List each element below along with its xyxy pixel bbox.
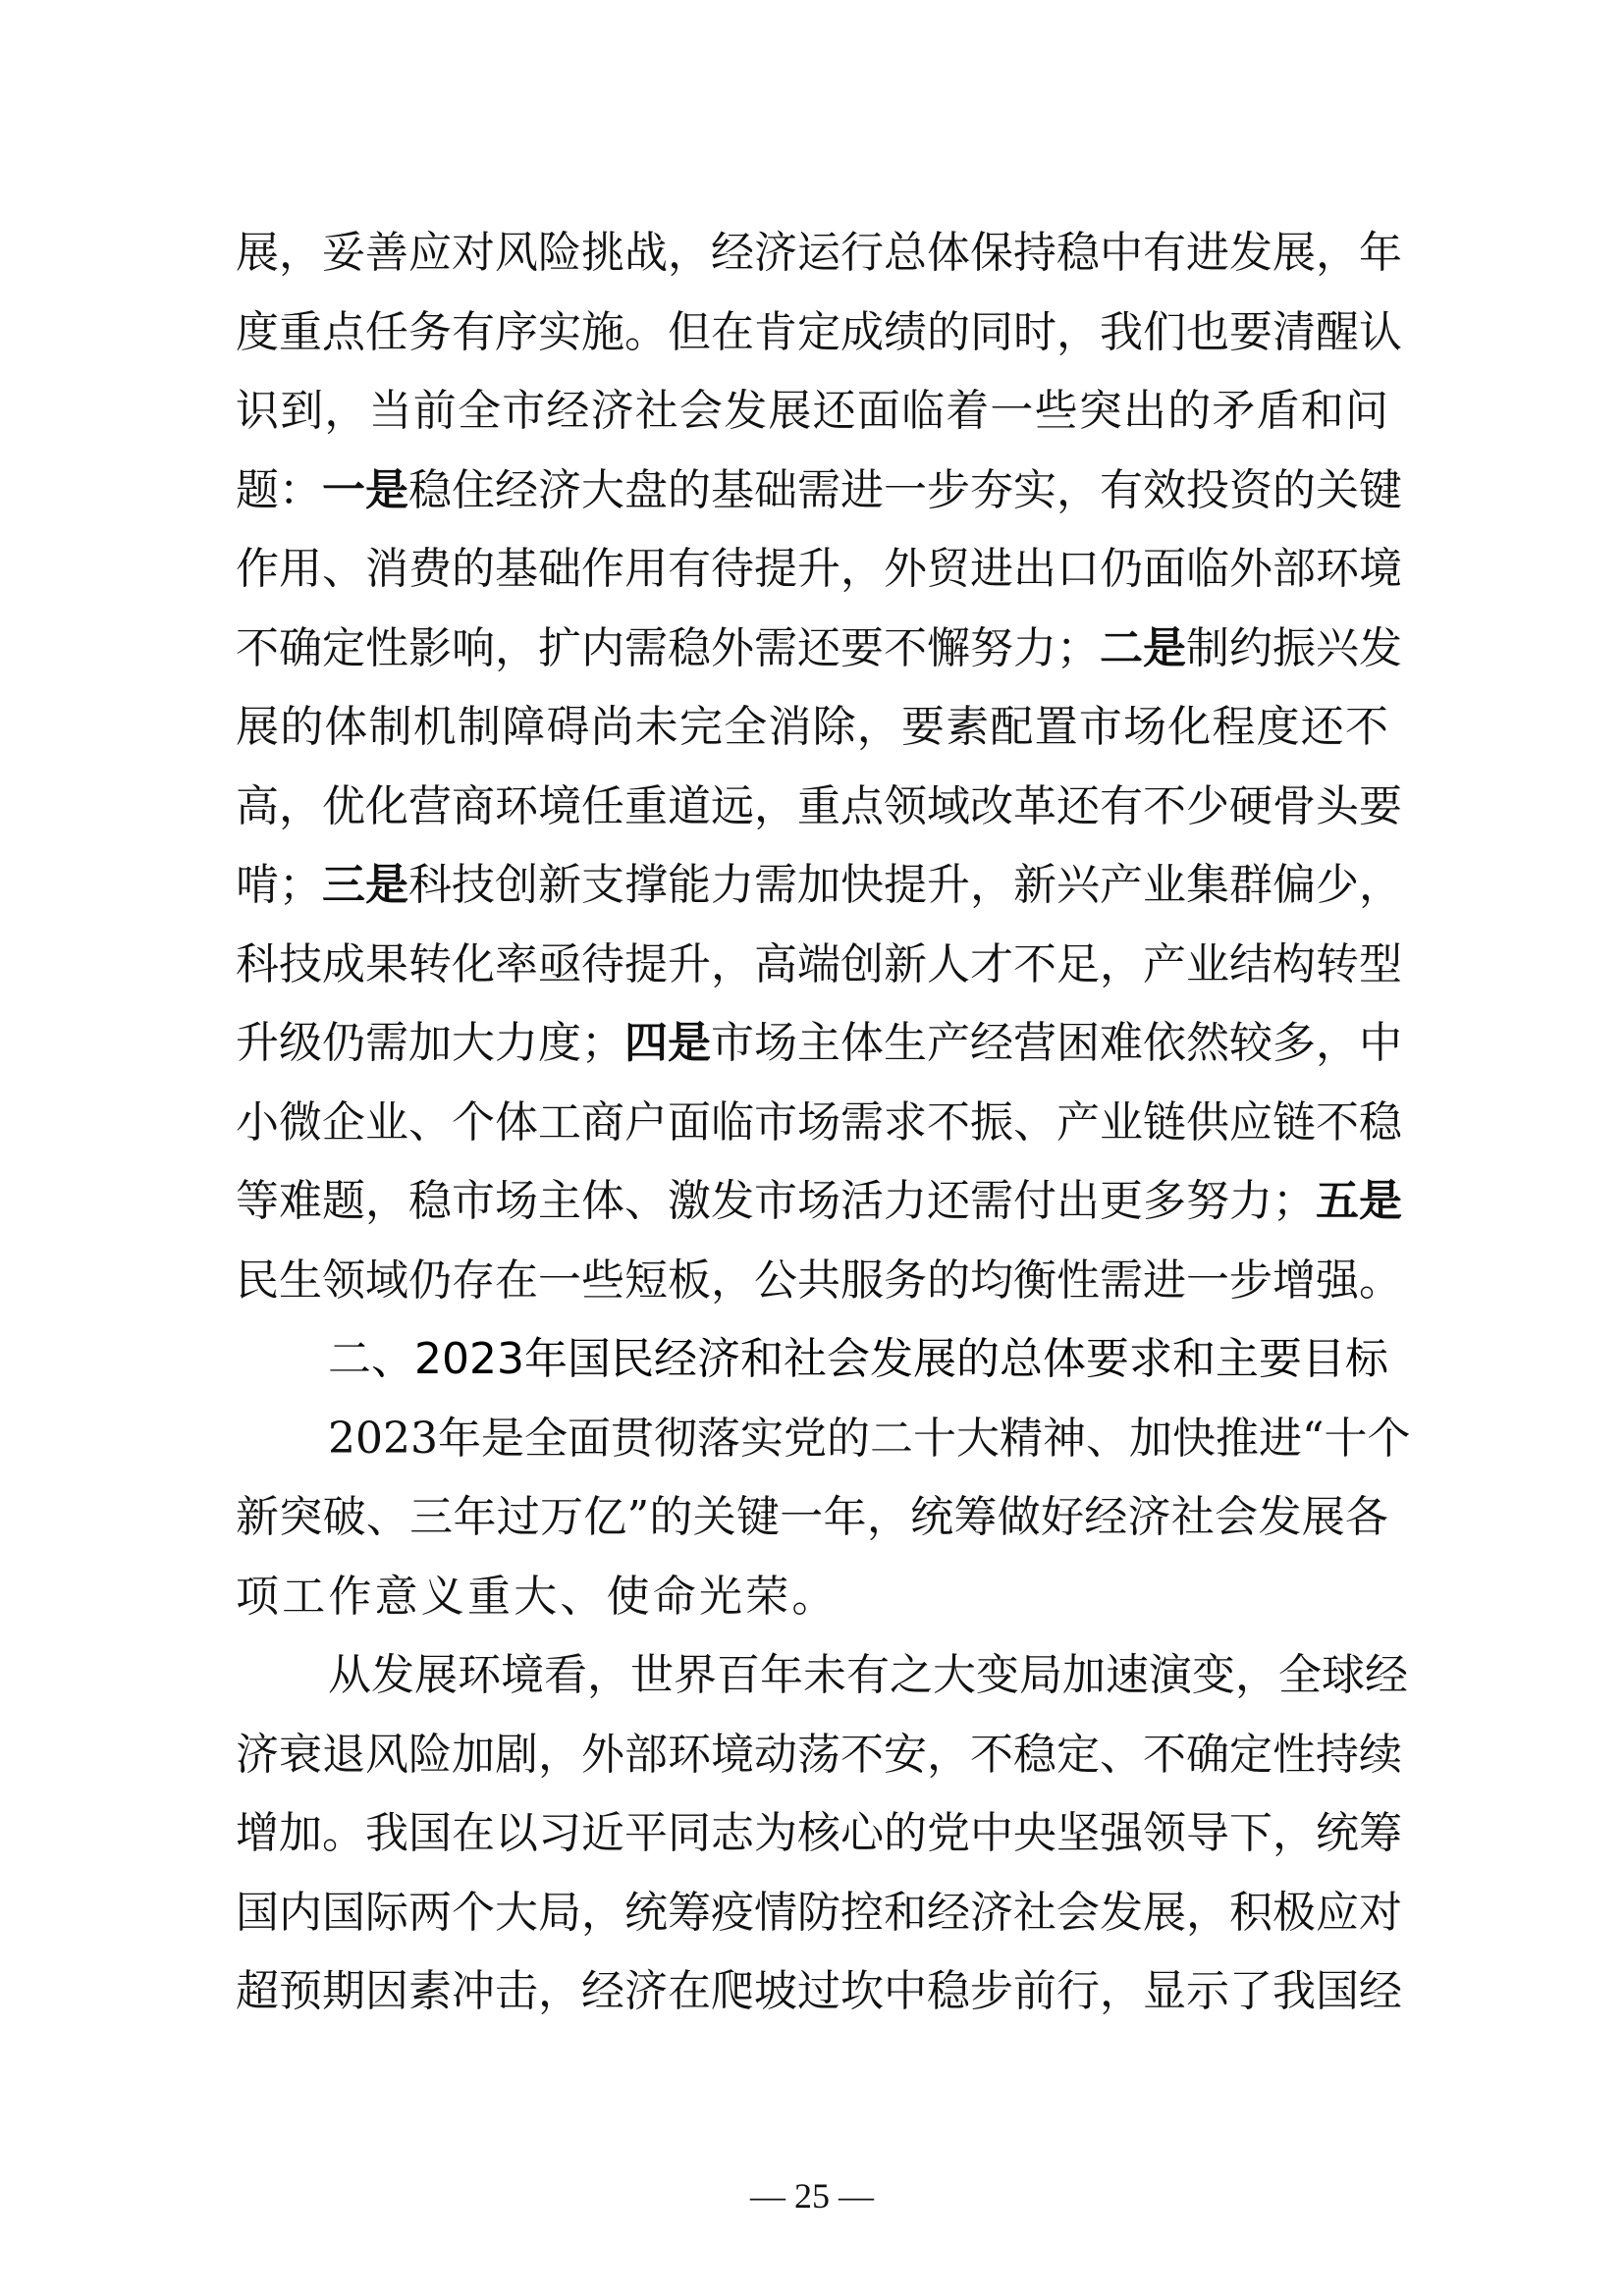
text-segment: 展，妥善应对风险挑战，经济运行总体保持稳中有进发展，年 bbox=[236, 228, 1402, 278]
text-segment: 识到，当前全市经济社会发展还面临着一些突出的矛盾和问 bbox=[236, 386, 1388, 436]
text-line bbox=[236, 777, 1402, 836]
text-line bbox=[236, 540, 1402, 599]
bold-enumerator: 一是 bbox=[322, 465, 408, 515]
text-segment: 科技成果转化率亟待提升，高端创新人才不足，产业结构转型 bbox=[236, 939, 1402, 989]
bold-enumerator: 二是 bbox=[1100, 623, 1186, 673]
text-segment: 民生领域仍存在一些短板，公共服务的均衡性需进一步增强。 bbox=[236, 1255, 1402, 1306]
paragraph-line: 2023年是全面贯彻落实党的二十大精神、加快推进“十个 bbox=[328, 1414, 1411, 1464]
paragraph-line: 国内国际两个大局，统筹疫情防控和经济社会发展，积极应对 bbox=[236, 1888, 1402, 1938]
text-segment: 题： bbox=[236, 465, 322, 515]
text-segment: 度重点任务有序实施。但在肯定成绩的同时，我们也要清醒认 bbox=[236, 307, 1402, 357]
text-segment: 科技创新支撑能力需加快提升，新兴产业集群偏少， bbox=[408, 860, 1402, 910]
paragraph-line: 新突破、三年过万亿”的关键一年，统筹做好经济社会发展各 bbox=[236, 1492, 1388, 1542]
text-line bbox=[236, 856, 1402, 915]
paragraph-line: 从发展环境看，世界百年未有之大变局加速演变，全球经 bbox=[328, 1650, 1408, 1700]
page-number: — 25 — bbox=[750, 2176, 874, 2216]
section-heading: 二、2023年国民经济和社会发展的总体要求和主要目标 bbox=[328, 1334, 1388, 1384]
text-line bbox=[236, 1014, 1402, 1073]
text-line bbox=[236, 461, 1402, 520]
text-segment: 不确定性影响，扩内需稳外需还要不懈努力； bbox=[236, 623, 1100, 673]
text-segment: 等难题，稳市场主体、激发市场活力还需付出更多努力； bbox=[236, 1176, 1316, 1226]
text-segment: 升级仍需加大力度； bbox=[236, 1018, 624, 1068]
text-line bbox=[236, 1094, 1402, 1152]
text-line bbox=[236, 382, 1388, 441]
text-segment: 稳住经济大盘的基础需进一步夯实，有效投资的关键 bbox=[408, 465, 1402, 515]
text-line bbox=[236, 698, 1388, 757]
text-line bbox=[236, 1252, 1402, 1310]
text-line bbox=[236, 224, 1402, 283]
bold-enumerator: 五是 bbox=[1316, 1176, 1402, 1226]
text-segment: 作用、消费的基础作用有待提升，外贸进出口仍面临外部环境 bbox=[236, 544, 1402, 594]
bold-enumerator: 四是 bbox=[624, 1018, 711, 1068]
text-segment: 啃； bbox=[236, 860, 322, 910]
text-segment: 小微企业、个体工商户面临市场需求不振、产业链供应链不稳 bbox=[236, 1097, 1402, 1148]
bold-enumerator: 三是 bbox=[322, 860, 408, 910]
text-line bbox=[236, 303, 1402, 362]
paragraph-line: 增加。我国在以习近平同志为核心的党中央坚强领导下，统筹 bbox=[236, 1808, 1402, 1858]
text-line bbox=[236, 935, 1402, 994]
text-segment: 制约振兴发 bbox=[1186, 623, 1402, 673]
paragraph-line: 济衰退风险加剧，外部环境动荡不安，不稳定、不确定性持续 bbox=[236, 1730, 1402, 1780]
paragraph-line: 超预期因素冲击，经济在爬坡过坎中稳步前行，显示了我国经 bbox=[236, 1966, 1402, 2016]
text-segment: 高，优化营商环境任重道远，重点领域改革还有不少硬骨头要 bbox=[236, 781, 1402, 831]
text-line bbox=[236, 1172, 1402, 1231]
paragraph-line: 项工作意义重大、使命光荣。 bbox=[236, 1572, 839, 1622]
text-line bbox=[236, 619, 1402, 678]
text-segment: 展的体制机制障碍尚未完全消除，要素配置市场化程度还不 bbox=[236, 702, 1388, 752]
text-segment: 市场主体生产经营困难依然较多，中 bbox=[711, 1018, 1402, 1068]
